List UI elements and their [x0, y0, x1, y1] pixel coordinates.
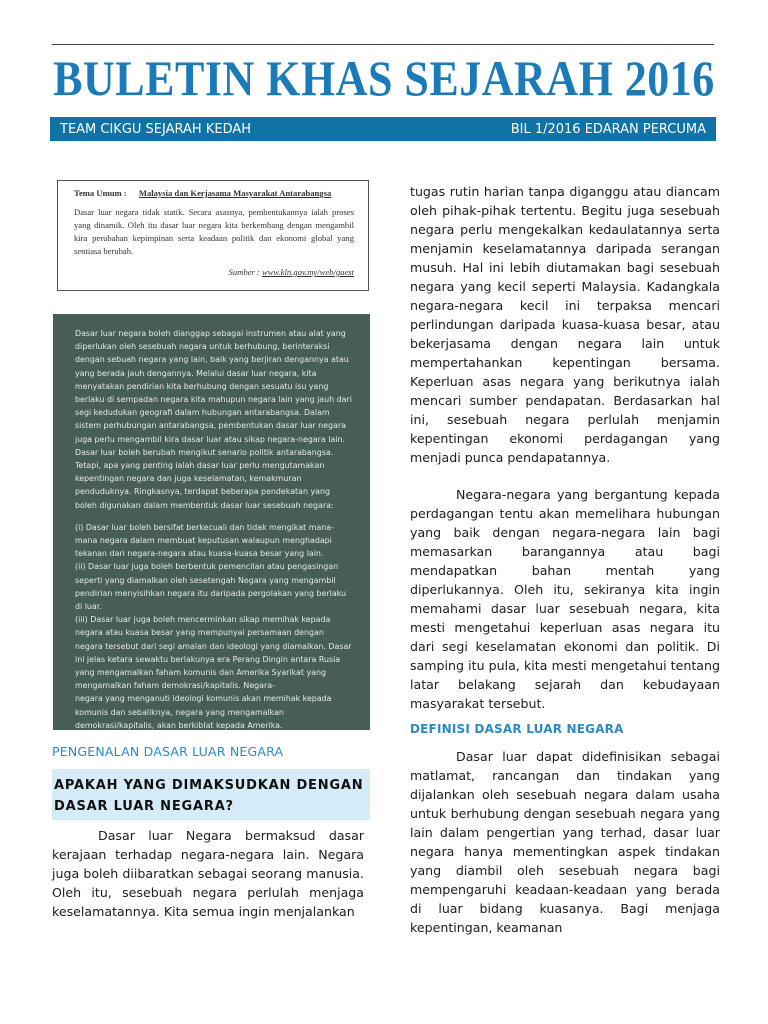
question-box: APAKAH YANG DIMAKSUDKAN DENGAN DASAR LUAR NEGARA?	[52, 769, 370, 820]
info-item-3-cont: negara yang menganuti ideologi komunis akan memihak kepada komunis dan sebaliknya, negara yang mengamalkan demokrasi/kapitalis, akan berkiblat kepada Amerika.	[75, 694, 332, 730]
page-title: BULETIN KHAS SEJARAH 2016	[53, 51, 715, 106]
left-paragraph: Dasar luar Negara bermaksud dasar kerajaan terhadap negara-negara lain. Negara juga boleh diibaratkan sebagai seorang manusia. Oleh itu, sesebuah negara perlulah menjaga keselamatannya. Kita semua ingin menjalankan	[52, 828, 364, 919]
right-paragraph-2: Negara-negara yang bergantung kepada perdagangan tentu akan memelihara hubungan yang baik dengan negara-negara lain bagi memasarkan barangannya atau bagi mendapatkan bahan mentah yang diperlukannya. Oleh itu, sekiranya kita ingin memahami dasar luar sesebuah negara, kita mesti mengetahui keperluan asas negara itu dari segi keselamatan ekonomi dan politik. Di samping itu pula, kita mesti mengetahui tentang latar belakang sejarah dan kebudayaan masyarakat tersebut.	[410, 487, 720, 711]
right-body-1	[410, 182, 720, 467]
source-citation	[74, 266, 354, 279]
info-box	[53, 314, 370, 730]
section-heading-definition: DEFINISI DASAR LUAR NEGARA	[410, 722, 624, 736]
team-label: TEAM CIKGU SEJARAH KEDAH	[60, 121, 252, 137]
source-box	[57, 180, 369, 291]
right-paragraph-1: tugas rutin harian tanpa diganggu atau diancam oleh pihak-pihak tertentu. Begitu juga sesebuah negara perlu mengekalkan kedaulatannya serta menjamin keselamatannya daripada serangan musuh. Hal ini lebih diutamakan bagi sesebuah negara yang kecil seperti Malaysia. Kadangkala negara-negara kecil ini terpaksa mencari perlindungan daripada kuasa-kuasa besar, atau bekerjasama dengan negara lain untuk mempertahankan kepentingan bersama. Keperluan asas negara yang berikutnya ialah mencari sumber pendapatan. Berdasarkan hal ini, sesebuah negara perlulah menjamin kepentingan ekonomi perdagangan yang menjadi punca pendapatannya.	[410, 184, 720, 465]
left-body	[52, 826, 364, 921]
right-body-3	[410, 747, 720, 937]
section-heading-intro: PENGENALAN DASAR LUAR NEGARA	[52, 744, 284, 759]
header-banner	[50, 117, 716, 141]
right-body-2	[410, 485, 720, 713]
source-paragraph: Dasar luar negara tidak statik. Secara asasnya, pembentukannya ialah proses yang dinamik. Oleh itu dasar luar negara kita berkembang dengan mengambil kira perubahan kepimpinan serta keadaan politik dan ekonomi global yang sentiasa berubah.	[74, 207, 354, 256]
theme-subject: Malaysia dan Kerjasama Masyarakat Antarabangsa	[138, 188, 332, 198]
right-paragraph-3: Dasar luar dapat didefinisikan sebagai matlamat, rancangan dan tindakan yang dijalankan oleh sesebuah negara dalam usaha untuk berhubung dengan sesebuah negara yang lain dalam pengertian yang terhad, dasar luar negara hanya mementingkan aspek tindakan yang diambil oleh sesebuah negara bagi mempengaruhi keadaan-keadaan yang berada di luar bidang kuasanya. Bagi menjaga kepentingan, keamanan	[410, 749, 720, 935]
info-item-2: (ii) Dasar luar juga boleh berbentuk pemencilan atau pengasingan seperti yang diamalkan oleh sesetengah Negara yang mengambil pendirian menyisihkan negara itu daripada pergolakan yang berlaku di luar.	[75, 562, 346, 612]
source-url: www.kln.gov.my/web/guest	[261, 267, 354, 277]
source-prefix: Sumber :	[228, 267, 262, 277]
theme-label: Tema Umum :	[74, 188, 127, 198]
theme-line	[74, 187, 354, 200]
top-rule	[52, 44, 714, 45]
info-item-1: (i) Dasar luar boleh bersifat berkecuali dan tidak mengikat mana-mana negara dalam membuat keputusan walaupun menghadapi tekanan dari negara-negara atau kuasa-kuasa besar yang lain.	[75, 522, 334, 559]
issue-label: BIL 1/2016 EDARAN PERCUMA	[510, 121, 706, 137]
info-paragraph: Dasar luar negara boleh dianggap sebagai instrumen atau alat yang diperlukan oleh sesebuah negara untuk berhubung, berinteraksi dengan sebuah negara yang lain, baik yang berjiran dengannya atau yang berada jauh dengannya. Melalui dasar luar negara, kita menyatakan pendirian kita berhubung dengan sesuatu isu yang berlaku di sempadan negara kita mahupun negara lain yang jauh dari segi kedudukan geografi dalam hubungan antarabangsa. Dalam sistem perhubungan antarabangsa, pembentukan dasar luar negara juga perlu mengambil kira dasar luar atau sikap negara-negara lain. Dasar luar boleh berubah mengikut senario politik antarabangsa. Tetapi, apa yang penting ialah dasar luar perlu mengutamakan kepentingan negara dan juga keselamatan, kemakmuran penduduknya. Ringkasnya, terdapat beberapa pendekatan yang boleh digunakan dalam membentuk dasar luar sesebuah negara:	[75, 329, 352, 510]
info-item-3: (iii) Dasar luar juga boleh mencerminkan sikap memihak kepada negara atau kuasa besar yang mempunyai persamaan dengan negara tersebut dari segi amalan dan ideologi yang diamalkan. Dasar ini jelas ketara sewaktu berlakunya era Perang Dingin antara Rusia yang mengamalkan faham komunis dan Amerika Syarikat yang mengamalkan faham demokrasi/kapitalis. Negara-	[75, 615, 352, 691]
